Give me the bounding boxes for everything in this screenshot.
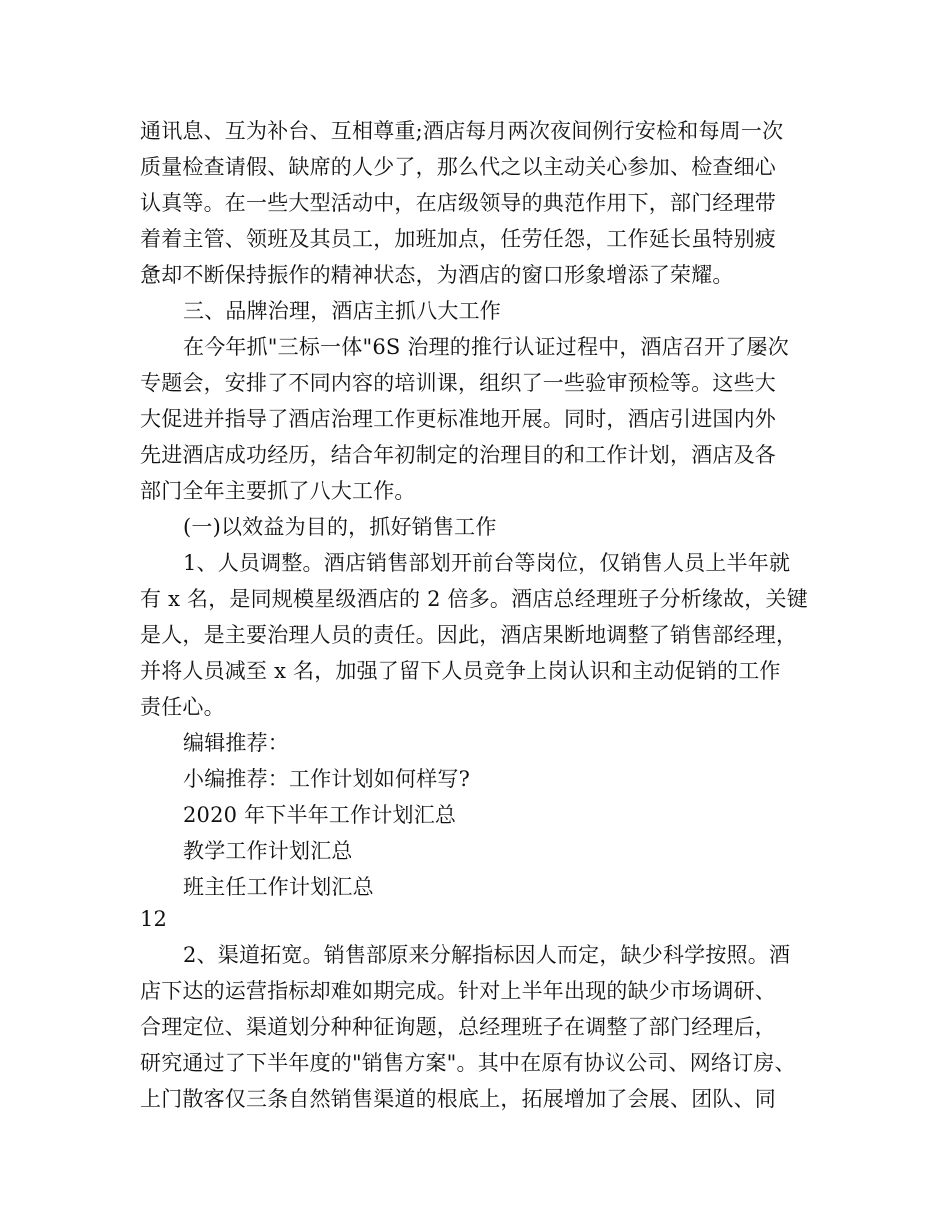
page-number: 12: [140, 907, 168, 931]
paragraph-line: 质量检查请假、缺席的人少了，那么代之以主动关心参加、检查细心: [140, 155, 776, 179]
paragraph-line: 合理定位、渠道划分种种征询题，总经理班子在调整了部门经理后，: [140, 1015, 776, 1039]
subsection-heading: (一)以效益为目的，抓好销售工作: [183, 515, 497, 539]
paragraph-line: 研究通过了下半年度的"销售方案"。其中在原有协议公司、网络订房、: [140, 1051, 796, 1075]
paragraph-line: 认真等。在一些大型活动中，在店级领导的典范作用下，部门经理带: [140, 191, 776, 215]
paragraph-line: 惫却不断保持振作的精神状态，为酒店的窗口形象增添了荣耀。: [140, 263, 734, 287]
recommend-item: 班主任工作计划汇总: [183, 875, 374, 899]
paragraph-line: 有 x 名，是同规模星级酒店的 2 倍多。酒店总经理班子分析缘故，关键: [140, 587, 808, 611]
paragraph-line: 店下达的运营指标却难如期完成。针对上半年出现的缺少市场调研、: [140, 979, 776, 1003]
paragraph-line: 先进酒店成功经历，结合年初制定的治理目的和工作计划，酒店及各: [140, 443, 776, 467]
paragraph-line: 大促进并指导了酒店治理工作更标准地开展。同时，酒店引进国内外: [140, 407, 776, 431]
paragraph-line: 2、渠道拓宽。销售部原来分解指标因人而定，缺少科学按照。酒: [183, 943, 791, 967]
paragraph-line: 1、人员调整。酒店销售部划开前台等岗位，仅销售人员上半年就: [183, 551, 791, 575]
paragraph-line: 在今年抓"三标一体"6S 治理的推行认证过程中，酒店召开了屡次: [183, 335, 789, 359]
section-heading: 三、品牌治理，酒店主抓八大工作: [183, 299, 501, 323]
paragraph-line: 是人，是主要治理人员的责任。因此，酒店果断地调整了销售部经理，: [140, 623, 798, 647]
recommend-heading: 编辑推荐：: [183, 731, 289, 755]
paragraph-line: 部门全年主要抓了八大工作。: [140, 479, 416, 503]
paragraph-line: 着着主管、领班及其员工，加班加点，任劳任怨，工作延长虽特别疲: [140, 227, 776, 251]
recommend-item: 小编推荐：工作计划如何样写?: [183, 767, 471, 791]
paragraph-line: 并将人员减至 x 名，加强了留下人员竞争上岗认识和主动促销的工作: [140, 659, 781, 683]
recommend-item: 教学工作计划汇总: [183, 839, 353, 863]
paragraph-line: 责任心。: [140, 695, 225, 719]
paragraph-line: 上门散客仅三条自然销售渠道的根底上，拓展增加了会展、团队、同: [140, 1087, 776, 1111]
recommend-item: 2020 年下半年工作计划汇总: [183, 803, 457, 827]
paragraph-line: 专题会，安排了不同内容的培训课，组织了一些验审预检等。这些大: [140, 371, 776, 395]
paragraph-line: 通讯息、互为补台、互相尊重;酒店每月两次夜间例行安检和每周一次: [140, 119, 784, 143]
